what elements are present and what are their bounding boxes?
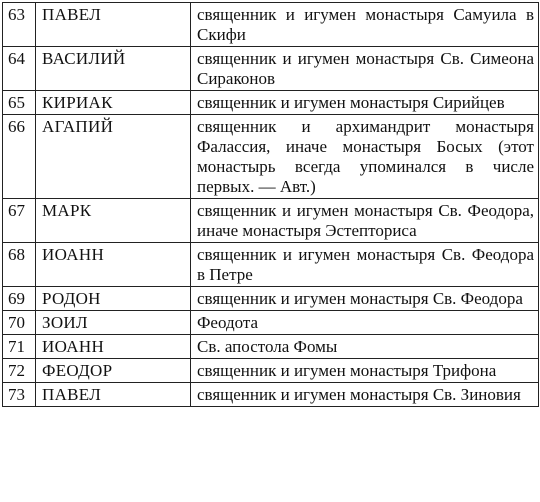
person-name: АГАПИЙ: [36, 115, 191, 199]
row-number: 71: [3, 335, 36, 359]
table-row: [3, 383, 539, 407]
row-number: 72: [3, 359, 36, 383]
person-description: священник и игумен монастыря Св. Феодора: [191, 287, 539, 311]
table-row: [3, 311, 539, 335]
monastery-table: [2, 2, 539, 407]
person-name: ИОАНН: [36, 335, 191, 359]
person-name: ФЕОДОР: [36, 359, 191, 383]
person-name: РОДОН: [36, 287, 191, 311]
person-description: священник и архимандрит монастыря Фалассия, иначе монастыря Босых (этот монастырь всегда упоминался в числе первых. — Авт.): [191, 115, 539, 199]
person-name: КИРИАК: [36, 91, 191, 115]
table-row: [3, 47, 539, 91]
person-description: священник и игумен монастыря Св. Феодора в Петре: [191, 243, 539, 287]
person-name: МАРК: [36, 199, 191, 243]
person-name: ПАВЕЛ: [36, 383, 191, 407]
row-number: 65: [3, 91, 36, 115]
table-row: [3, 359, 539, 383]
person-name: ЗОИЛ: [36, 311, 191, 335]
row-number: 63: [3, 3, 36, 47]
row-number: 67: [3, 199, 36, 243]
row-number: 64: [3, 47, 36, 91]
person-description: священник и игумен монастыря Самуила в Скифи: [191, 3, 539, 47]
person-name: ИОАНН: [36, 243, 191, 287]
person-description: Св. апостола Фомы: [191, 335, 539, 359]
person-name: ПАВЕЛ: [36, 3, 191, 47]
table-row: [3, 3, 539, 47]
table-row: [3, 243, 539, 287]
table-row: [3, 199, 539, 243]
person-description: священник и игумен монастыря Св. Феодора, иначе монастыря Эстепториса: [191, 199, 539, 243]
table-row: [3, 287, 539, 311]
person-name: ВАСИЛИЙ: [36, 47, 191, 91]
person-description: священник и игумен монастыря Св. Зиновия: [191, 383, 539, 407]
row-number: 73: [3, 383, 36, 407]
row-number: 69: [3, 287, 36, 311]
table-row: [3, 115, 539, 199]
person-description: священник и игумен монастыря Трифона: [191, 359, 539, 383]
person-description: священник и игумен монастыря Сирийцев: [191, 91, 539, 115]
row-number: 68: [3, 243, 36, 287]
person-description: священник и игумен монастыря Св. Симеона Сираконов: [191, 47, 539, 91]
table-row: [3, 91, 539, 115]
table-row: [3, 335, 539, 359]
row-number: 66: [3, 115, 36, 199]
row-number: 70: [3, 311, 36, 335]
person-description: Феодота: [191, 311, 539, 335]
